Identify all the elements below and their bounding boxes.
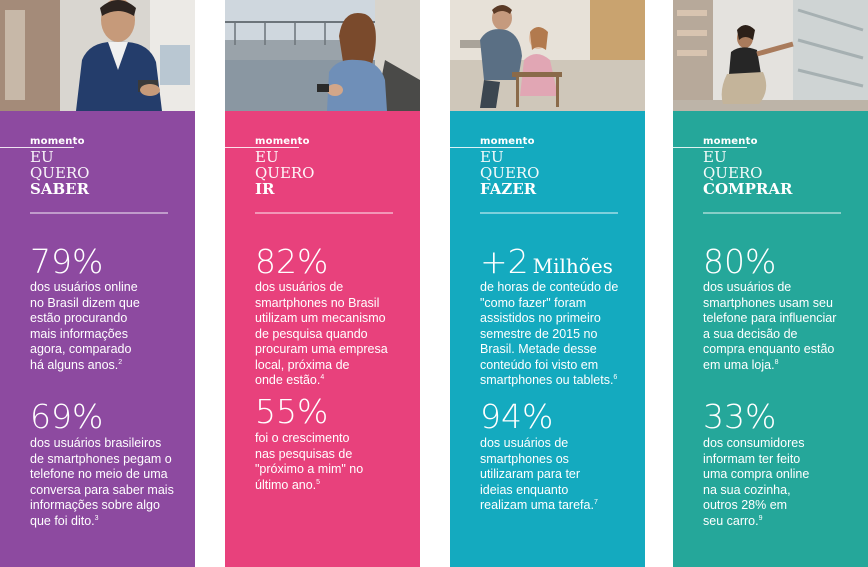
panel-comprar (673, 111, 868, 567)
divider (255, 212, 393, 214)
moment-label: momento (30, 136, 85, 147)
panel-saber (0, 111, 195, 567)
stat-1-value: 79% (30, 242, 104, 281)
title-line-3: COMPRAR (703, 180, 793, 198)
stat-2-value: 69% (30, 397, 104, 436)
column-comprar (673, 0, 868, 567)
footnote: 7 (593, 498, 598, 506)
title-line-1: EU (703, 148, 727, 166)
footnote: 9 (758, 514, 763, 522)
footnote: 8 (774, 358, 779, 366)
footnote: 2 (118, 358, 123, 366)
stat-2-text: dos usuários brasileiros de smartphones pegam o telefone no meio de uma conversa para saber mais informações sobre algo que foi dito.$^3$ (30, 436, 174, 528)
footnote: 4 (320, 373, 325, 381)
stat-1-value: +2 Milhões (480, 242, 613, 281)
title-line-2: QUERO (30, 164, 90, 182)
title-line-1: EU (255, 148, 279, 166)
stat-1-value: 80% (703, 242, 777, 281)
stat-2-value: 94% (480, 397, 554, 436)
divider (703, 212, 841, 214)
panel-fazer (450, 111, 645, 567)
footnote: 5 (316, 478, 321, 486)
title-line-3: FAZER (480, 180, 537, 198)
stat-1-text: dos usuários de smartphones usam seu telefone para influenciar a sua decisão de compra enquanto estão em uma loja.$^8$ (703, 280, 837, 372)
photo-man-using-phone (0, 0, 195, 111)
stat-2-text: dos usuários de smartphones os utilizaram para ter ideias enquanto realizam uma tarefa.$^7$ (480, 436, 598, 512)
title-line-1: EU (30, 148, 54, 166)
stat-1-suffix: Milhões (532, 254, 613, 278)
footnote: 6 (613, 373, 618, 381)
stat-2-text: foi o crescimento nas pesquisas de "próximo a mim" no último ano.$^5$ (255, 431, 364, 492)
panel-ir (225, 111, 420, 567)
title-line-2: QUERO (480, 164, 540, 182)
column-fazer (450, 0, 645, 567)
photo-woman-by-river (225, 0, 420, 111)
title-line-3: SABER (30, 180, 90, 198)
footnote: 3 (94, 514, 99, 522)
stat-1-text: dos usuários de smartphones no Brasil utilizam um mecanismo de pesquisa quando procuram uma empresa local, próxima de onde estão.$^4$ (255, 280, 388, 387)
stat-1-text: de horas de conteúdo de "como fazer" foram assistidos no primeiro semestre de 2015 no Brasil. Metade desse conteúdo foi visto em smartphones ou tablets.$^6$ (480, 280, 619, 387)
stat-1-text: dos usuários online no Brasil dizem que estão procurando mais informações agora, comparado há alguns anos.$^2$ (30, 280, 140, 372)
column-ir (225, 0, 420, 567)
stat-2-text: dos consumidores informam ter feito uma compra online na sua cozinha, outros 28% em seu carro.$^9$ (703, 436, 810, 528)
moment-label: momento (703, 136, 758, 147)
moment-label: momento (255, 136, 310, 147)
stat-2-value: 55% (255, 392, 329, 431)
stat-1-value: 82% (255, 242, 329, 281)
title-line-3: IR (255, 180, 275, 198)
divider (30, 212, 168, 214)
photo-father-braiding-hair (450, 0, 645, 111)
title-line-2: QUERO (703, 164, 763, 182)
divider (480, 212, 618, 214)
stat-2-value: 33% (703, 397, 777, 436)
moment-label: momento (480, 136, 535, 147)
column-saber (0, 0, 195, 567)
photo-woman-shopping (673, 0, 868, 111)
title-line-2: QUERO (255, 164, 315, 182)
title-line-1: EU (480, 148, 504, 166)
